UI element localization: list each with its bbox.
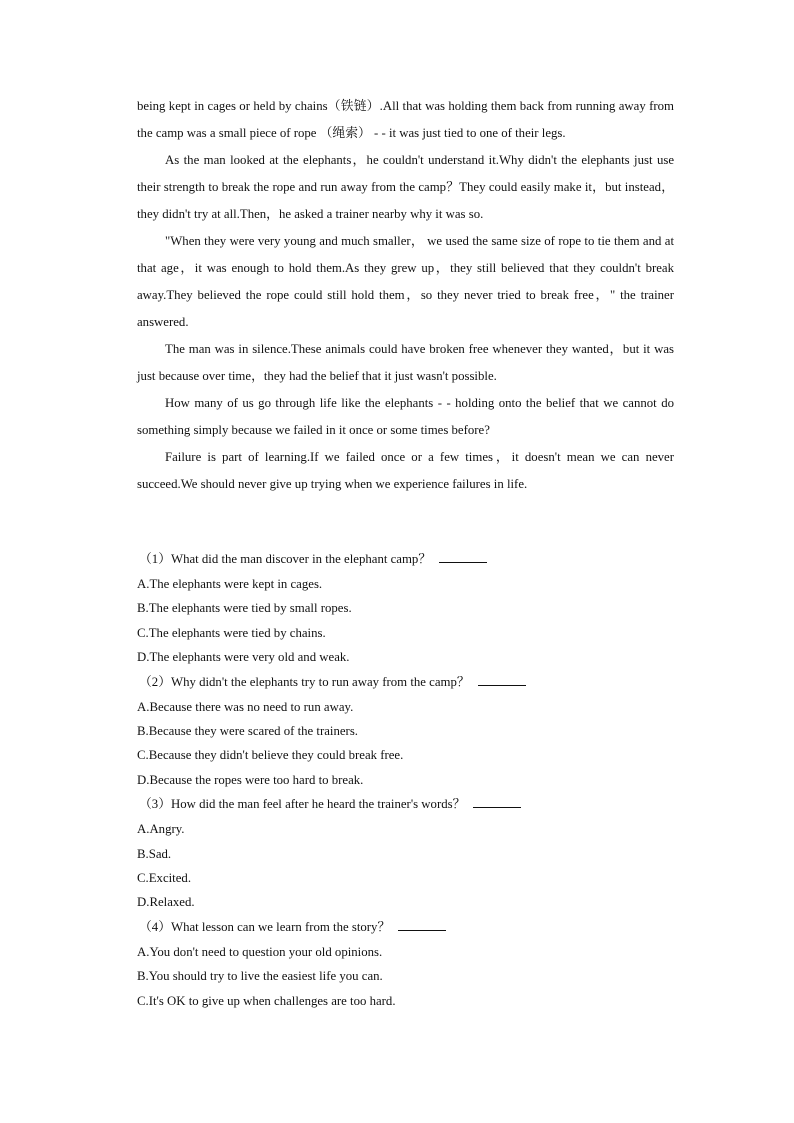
option-c: C.Excited.: [137, 871, 192, 886]
passage-paragraph-6: Failure is part of learning.If we failed once or a few times，it doesn't mean we can never succeed.We should never give up trying when we experience failures in life.: [137, 450, 674, 491]
option-c: C.Because they didn't believe they could break free.: [137, 748, 404, 763]
passage-paragraph-4: The man was in silence.These animals could have broken free whenever they wanted，but it was just because over time，they had the belief that it just wasn't possible.: [137, 342, 674, 383]
question-stem: [137, 915, 674, 940]
option-a: A.You don't need to question your old opinions.: [137, 944, 383, 959]
option-d: D.Because the ropes were too hard to break.: [137, 772, 364, 787]
question-4: [137, 915, 674, 1013]
question-1: [137, 547, 674, 670]
option-b: B.Because they were scared of the trainers.: [137, 724, 359, 739]
passage-paragraph-2: As the man looked at the elephants，he couldn't understand it.Why didn't the elephants just use their strength to break the rope and run away from the camp？They could easily make it，but instead，they didn't try at all.Then，he asked a trainer nearby why it was so.: [137, 153, 674, 221]
option-d: D.Relaxed.: [137, 895, 195, 910]
question-stem: [137, 670, 674, 695]
option-b: B.The elephants were tied by small ropes.: [137, 601, 352, 616]
question-stem: [137, 792, 674, 817]
option-c: C.The elephants were tied by chains.: [137, 625, 326, 640]
question-stem-text: （3）How did the man feel after he heard the trainer's words？: [139, 797, 466, 812]
option-a: A.Because there was no need to run away.: [137, 699, 354, 714]
question-stem-text: （1）What did the man discover in the elephant camp？: [139, 552, 432, 566]
option-a: A.The elephants were kept in cages.: [137, 577, 323, 591]
answer-blank[interactable]: [398, 918, 446, 931]
question-2: [137, 670, 674, 793]
option-c: C.It's OK to give up when challenges are too hard.: [137, 993, 396, 1008]
answer-blank[interactable]: [439, 550, 487, 563]
answer-blank[interactable]: [478, 673, 526, 686]
passage-paragraph-1: being kept in cages or held by chains（铁链）.All that was holding them back from running away from the camp was a small piece of rope （绳索） - - it was just tied to one of their legs.: [137, 99, 674, 140]
question-stem-text: （2）Why didn't the elephants try to run away from the camp？: [139, 674, 470, 689]
passage-paragraph-5: How many of us go through life like the elephants - - holding onto the belief that we cannot do something simply because we failed in it once or some times before?: [137, 396, 674, 437]
option-b: B.You should try to live the easiest life you can.: [137, 969, 383, 984]
question-stem: [137, 547, 674, 572]
question-stem-text: （4）What lesson can we learn from the story？: [139, 919, 391, 934]
option-d: D.The elephants were very old and weak.: [137, 650, 350, 665]
option-b: B.Sad.: [137, 846, 172, 861]
passage-paragraph-3: "When they were very young and much smaller， we used the same size of rope to tie them and at that age，it was enough to hold them.As they grew up，they still believed that they couldn't break away.They believed the rope could still hold them，so they never tried to break free，" the trainer answered.: [137, 234, 674, 329]
answer-blank[interactable]: [473, 795, 521, 808]
option-a: A.Angry.: [137, 822, 185, 837]
reading-passage: [137, 93, 674, 498]
question-list: [137, 547, 674, 1013]
question-3: [137, 792, 674, 915]
